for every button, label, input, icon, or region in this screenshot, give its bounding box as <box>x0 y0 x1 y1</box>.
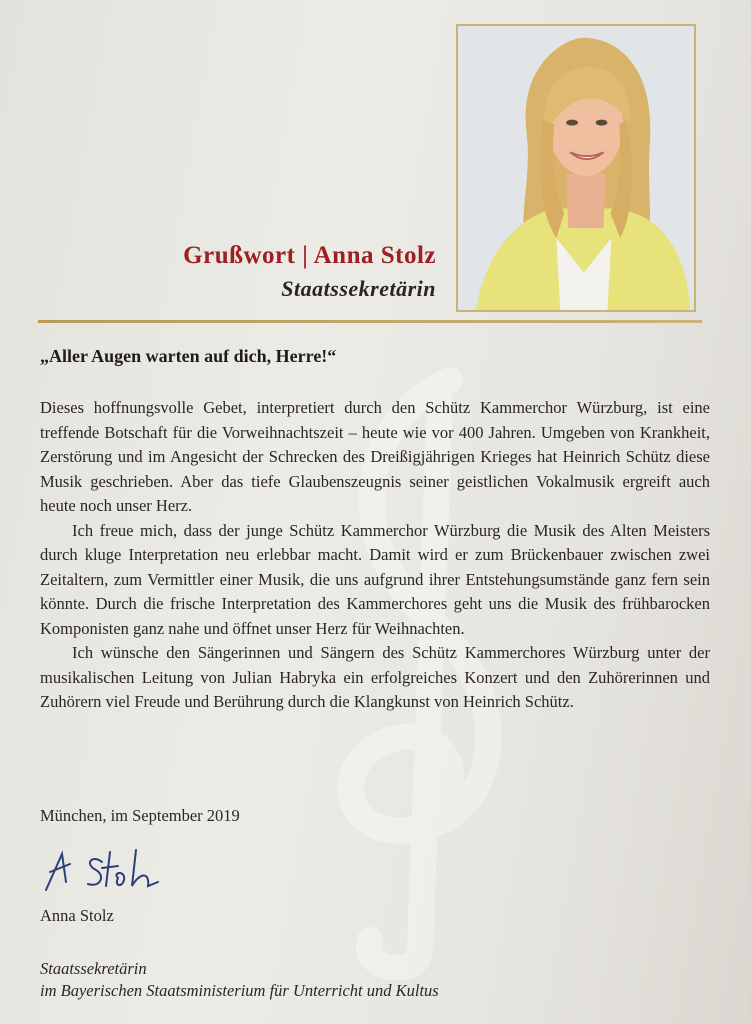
signer-office <box>40 958 439 1002</box>
paragraph: Ich freue mich, dass der junge Schütz Kammerchor Würzburg die Musik des Alten Meisters durch kluge Interpretation neu erlebbar macht. Damit wird er zum Brückenbauer zwischen zwei Zeitaltern, zum Vermittler einer Musik, die uns aufgrund ihrer Entstehungsumstände ganz fern sein könnte. Durch die frische Interpretation des Kammerchores geht uns die Musik des frühbarocken Komponisten ganz nahe und öffnet unser Herz für Weihnachten. <box>40 520 710 638</box>
page-title: Grußwort | Anna Stolz <box>183 242 436 269</box>
signer-ministry: im Bayerischen Staatsministerium für Unterricht und Kultus <box>40 981 439 1000</box>
paragraph: Dieses hoffnungsvolle Gebet, interpretiert durch den Schütz Kammerchor Würzburg, ist eine treffende Botschaft für die Vorweihnachtszeit – heute wie vor 400 Jahren. Umgeben von Krankheit, Zerstörung und im Angesicht der Schrecken des Dreißigjährigen Krieges hat Heinrich Schütz diese Musik geschrieben. Aber das tiefe Glaubenszeugnis seiner geistlichen Vokalmusik ergreift auch heute noch unser Herz. <box>40 398 710 515</box>
quote-heading: „Aller Augen warten auf dich, Herre!“ <box>40 346 337 366</box>
page-subtitle: Staatssekretärin <box>281 276 436 301</box>
header-divider <box>38 320 702 323</box>
signer-name: Anna Stolz <box>40 906 114 925</box>
letter-body <box>40 396 710 715</box>
signer-role: Staatssekretärin <box>40 959 147 978</box>
paragraph: Ich wünsche den Sängerinnen und Sängern des Schütz Kammerchores Würzburg unter der musikalischen Leitung von Julian Habryka ein erfolgreiches Konzert und den Zuhörerinnen und Zuhörern viel Freude und Berührung durch die Klangkunst von Heinrich Schütz. <box>40 643 710 711</box>
heading-block <box>40 242 436 302</box>
portrait-photo <box>456 24 696 312</box>
handwritten-signature <box>40 842 190 896</box>
place-date: München, im September 2019 <box>40 806 240 825</box>
